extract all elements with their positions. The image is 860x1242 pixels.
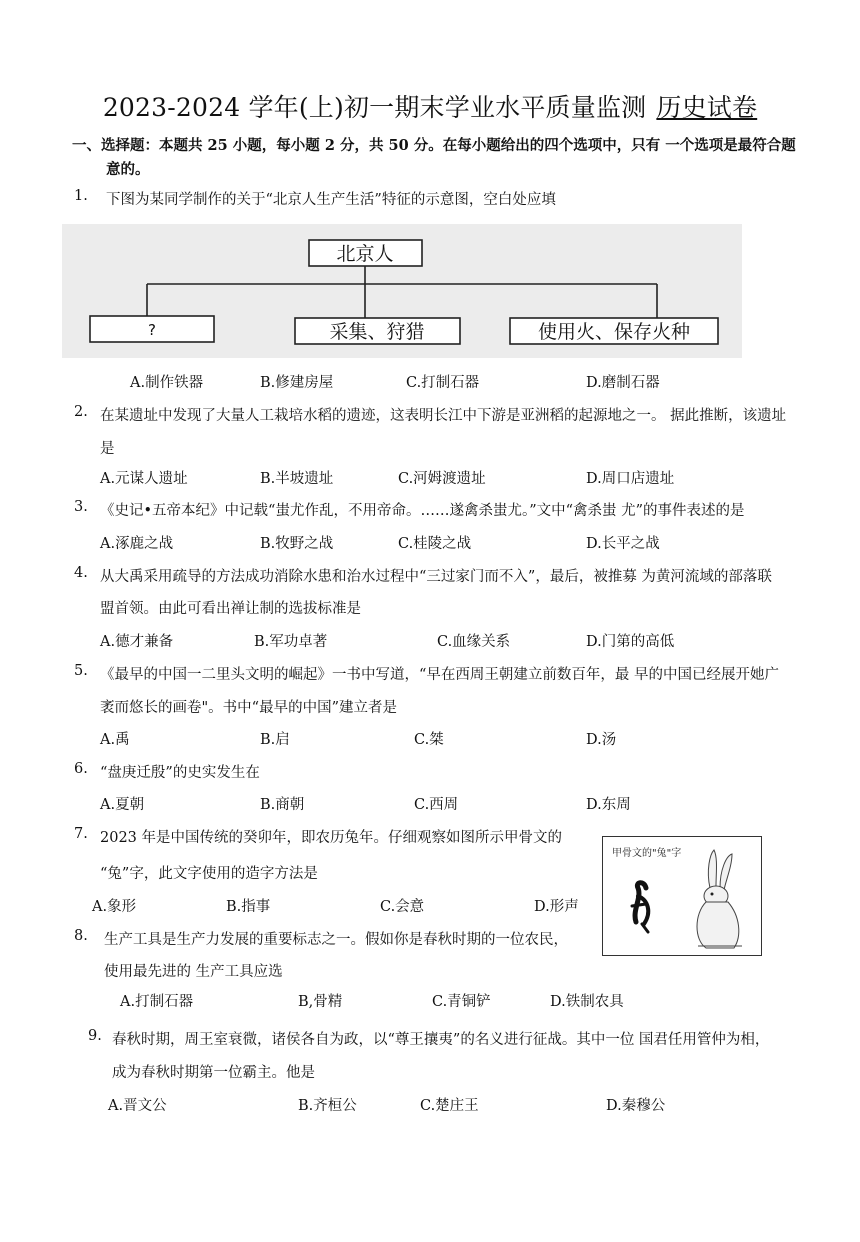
- question-3-num: 3.: [74, 499, 88, 515]
- q7-option-c: C.会意: [380, 899, 425, 915]
- oracle-rabbit-figure: [602, 836, 762, 956]
- q3-option-d: D.长平之战: [586, 536, 660, 552]
- q3-option-c: C.桂陵之战: [398, 536, 472, 552]
- q5-option-c: C.桀: [414, 732, 444, 748]
- q2-option-d: D.周口店遗址: [586, 471, 675, 487]
- q8-option-d: D.铁制农具: [550, 994, 624, 1010]
- q1-option-b: B.修建房屋: [260, 375, 334, 391]
- q6-option-c: C.西周: [414, 797, 459, 813]
- q7-option-d: D.形声: [534, 899, 579, 915]
- q8-option-a: A.打制石器: [120, 994, 194, 1010]
- question-2-num: 2.: [74, 404, 88, 420]
- q3-option-b: B.牧野之战: [260, 536, 334, 552]
- question-5-num: 5.: [74, 663, 88, 679]
- q6-option-a: A.夏朝: [100, 797, 145, 813]
- question-3-text: 《史记•五帝本纪》中记载“蚩尤作乱，不用帝命。……遂禽杀蚩尤。”文中“禽杀蚩 尤”的事件表述的是: [100, 503, 745, 519]
- q9-option-c: C.楚庄王: [420, 1098, 479, 1114]
- q9-option-d: D.秦穆公: [606, 1098, 666, 1114]
- question-6-text: “盘庚迁殷”的史实发生在: [100, 765, 260, 781]
- question-8-line-1: 生产工具是生产力发展的重要标志之一。假如你是春秋时期的一位农民，: [104, 932, 568, 948]
- q4-option-d: D.门第的高低: [586, 634, 675, 650]
- q4-option-b: B.军功卓著: [254, 634, 328, 650]
- q5-option-d: D.汤: [586, 732, 617, 748]
- question-5-line-1: 《最早的中国一二里头文明的崛起》一书中写道，“早在西周王朝建立前数百年，最 早的中国已经展开她广: [100, 667, 780, 683]
- beijing-man-diagram: [62, 224, 742, 358]
- section-line-1: 一、选择题：本题共 25 小题，每小题 2 分，共 50 分。在每小题给出的四个选项中，只有 一个选项是最符合题: [72, 137, 796, 154]
- q6-option-b: B.商朝: [260, 797, 305, 813]
- question-9-line-2: 成为春秋时期第一位霸主。他是: [112, 1065, 315, 1081]
- q8-option-c: C.青铜铲: [432, 994, 491, 1010]
- question-7-line-2: “兔”字，此文字使用的造字方法是: [100, 866, 318, 882]
- q7-option-a: A.象形: [92, 899, 137, 915]
- q9-option-b: B.齐桓公: [298, 1098, 357, 1114]
- q4-option-a: A.德才兼备: [100, 634, 174, 650]
- diagram-left-label: ?: [148, 321, 156, 339]
- q5-option-a: A.禹: [100, 732, 130, 748]
- diagram-right-label: 使用火、保存火种: [537, 321, 691, 343]
- question-6-num: 6.: [74, 761, 88, 777]
- section-line-2: 意的。: [106, 161, 150, 178]
- question-9-num: 9.: [88, 1028, 102, 1044]
- diagram-svg: [62, 224, 742, 358]
- q2-option-c: C.河姆渡遗址: [398, 471, 486, 487]
- section-heading: [72, 134, 832, 182]
- question-4-line-2: 盟首领。由此可看出禅让制的选拔标准是: [100, 601, 361, 617]
- q6-option-d: D.东周: [586, 797, 631, 813]
- rabbit-svg: [602, 836, 762, 956]
- figure-7-label: 甲骨文的"兔"字: [612, 848, 682, 859]
- question-1-text: 下图为某同学制作的关于“北京人生产生活”特征的示意图，空白处应填: [106, 192, 556, 208]
- q1-option-d: D.磨制石器: [586, 375, 660, 391]
- question-7-num: 7.: [74, 826, 88, 842]
- q2-option-b: B.半坡遗址: [260, 471, 334, 487]
- exam-title: 2023-2024 学年(上)初一期末学业水平质量监测: [102, 93, 647, 122]
- question-7-line-1: 2023 年是中国传统的癸卯年，即农历兔年。仔细观察如图所示甲骨文的: [100, 830, 563, 846]
- q5-option-b: B.启: [260, 732, 290, 748]
- question-4-num: 4.: [74, 565, 88, 581]
- question-2-line-1: 在某遗址中发现了大量人工栽培水稻的遗迹，这表明长江中下游是亚洲稻的起源地之一。 据此推断，该遗址: [100, 408, 787, 424]
- question-1-num: 1.: [74, 188, 88, 204]
- q4-option-c: C.血缘关系: [437, 634, 511, 650]
- q3-option-a: A.涿鹿之战: [100, 536, 174, 552]
- diagram-top-label: 北京人: [336, 243, 394, 265]
- page-title: [0, 88, 860, 124]
- question-8-num: 8.: [74, 928, 88, 944]
- q1-option-c: C.打制石器: [406, 375, 480, 391]
- diagram-middle-label: 采集、狩猎: [329, 321, 425, 343]
- q9-option-a: A.晋文公: [108, 1098, 167, 1114]
- question-5-line-2: 袤而悠长的画卷"。书中“最早的中国”建立者是: [100, 700, 397, 716]
- question-4-line-1: 从大禹采用疏导的方法成功消除水患和治水过程中“三过家门而不入”，最后，被推募 为黄河流域的部落联: [100, 569, 772, 585]
- question-8-line-2: 使用最先进的 生产工具应选: [104, 964, 283, 980]
- q2-option-a: A.元谋人遗址: [100, 471, 188, 487]
- question-2-line-2: 是: [100, 441, 115, 457]
- q8-option-b: B,骨精: [298, 994, 343, 1010]
- q7-option-b: B.指事: [226, 899, 271, 915]
- q1-option-a: A.制作铁器: [130, 375, 204, 391]
- subject-title: 历史试卷: [656, 93, 758, 122]
- question-9-line-1: 春秋时期，周王室衰微，诸侯各自为政，以“尊王攘夷”的名义进行征战。其中一位 国君任用管仲为相，: [112, 1032, 770, 1048]
